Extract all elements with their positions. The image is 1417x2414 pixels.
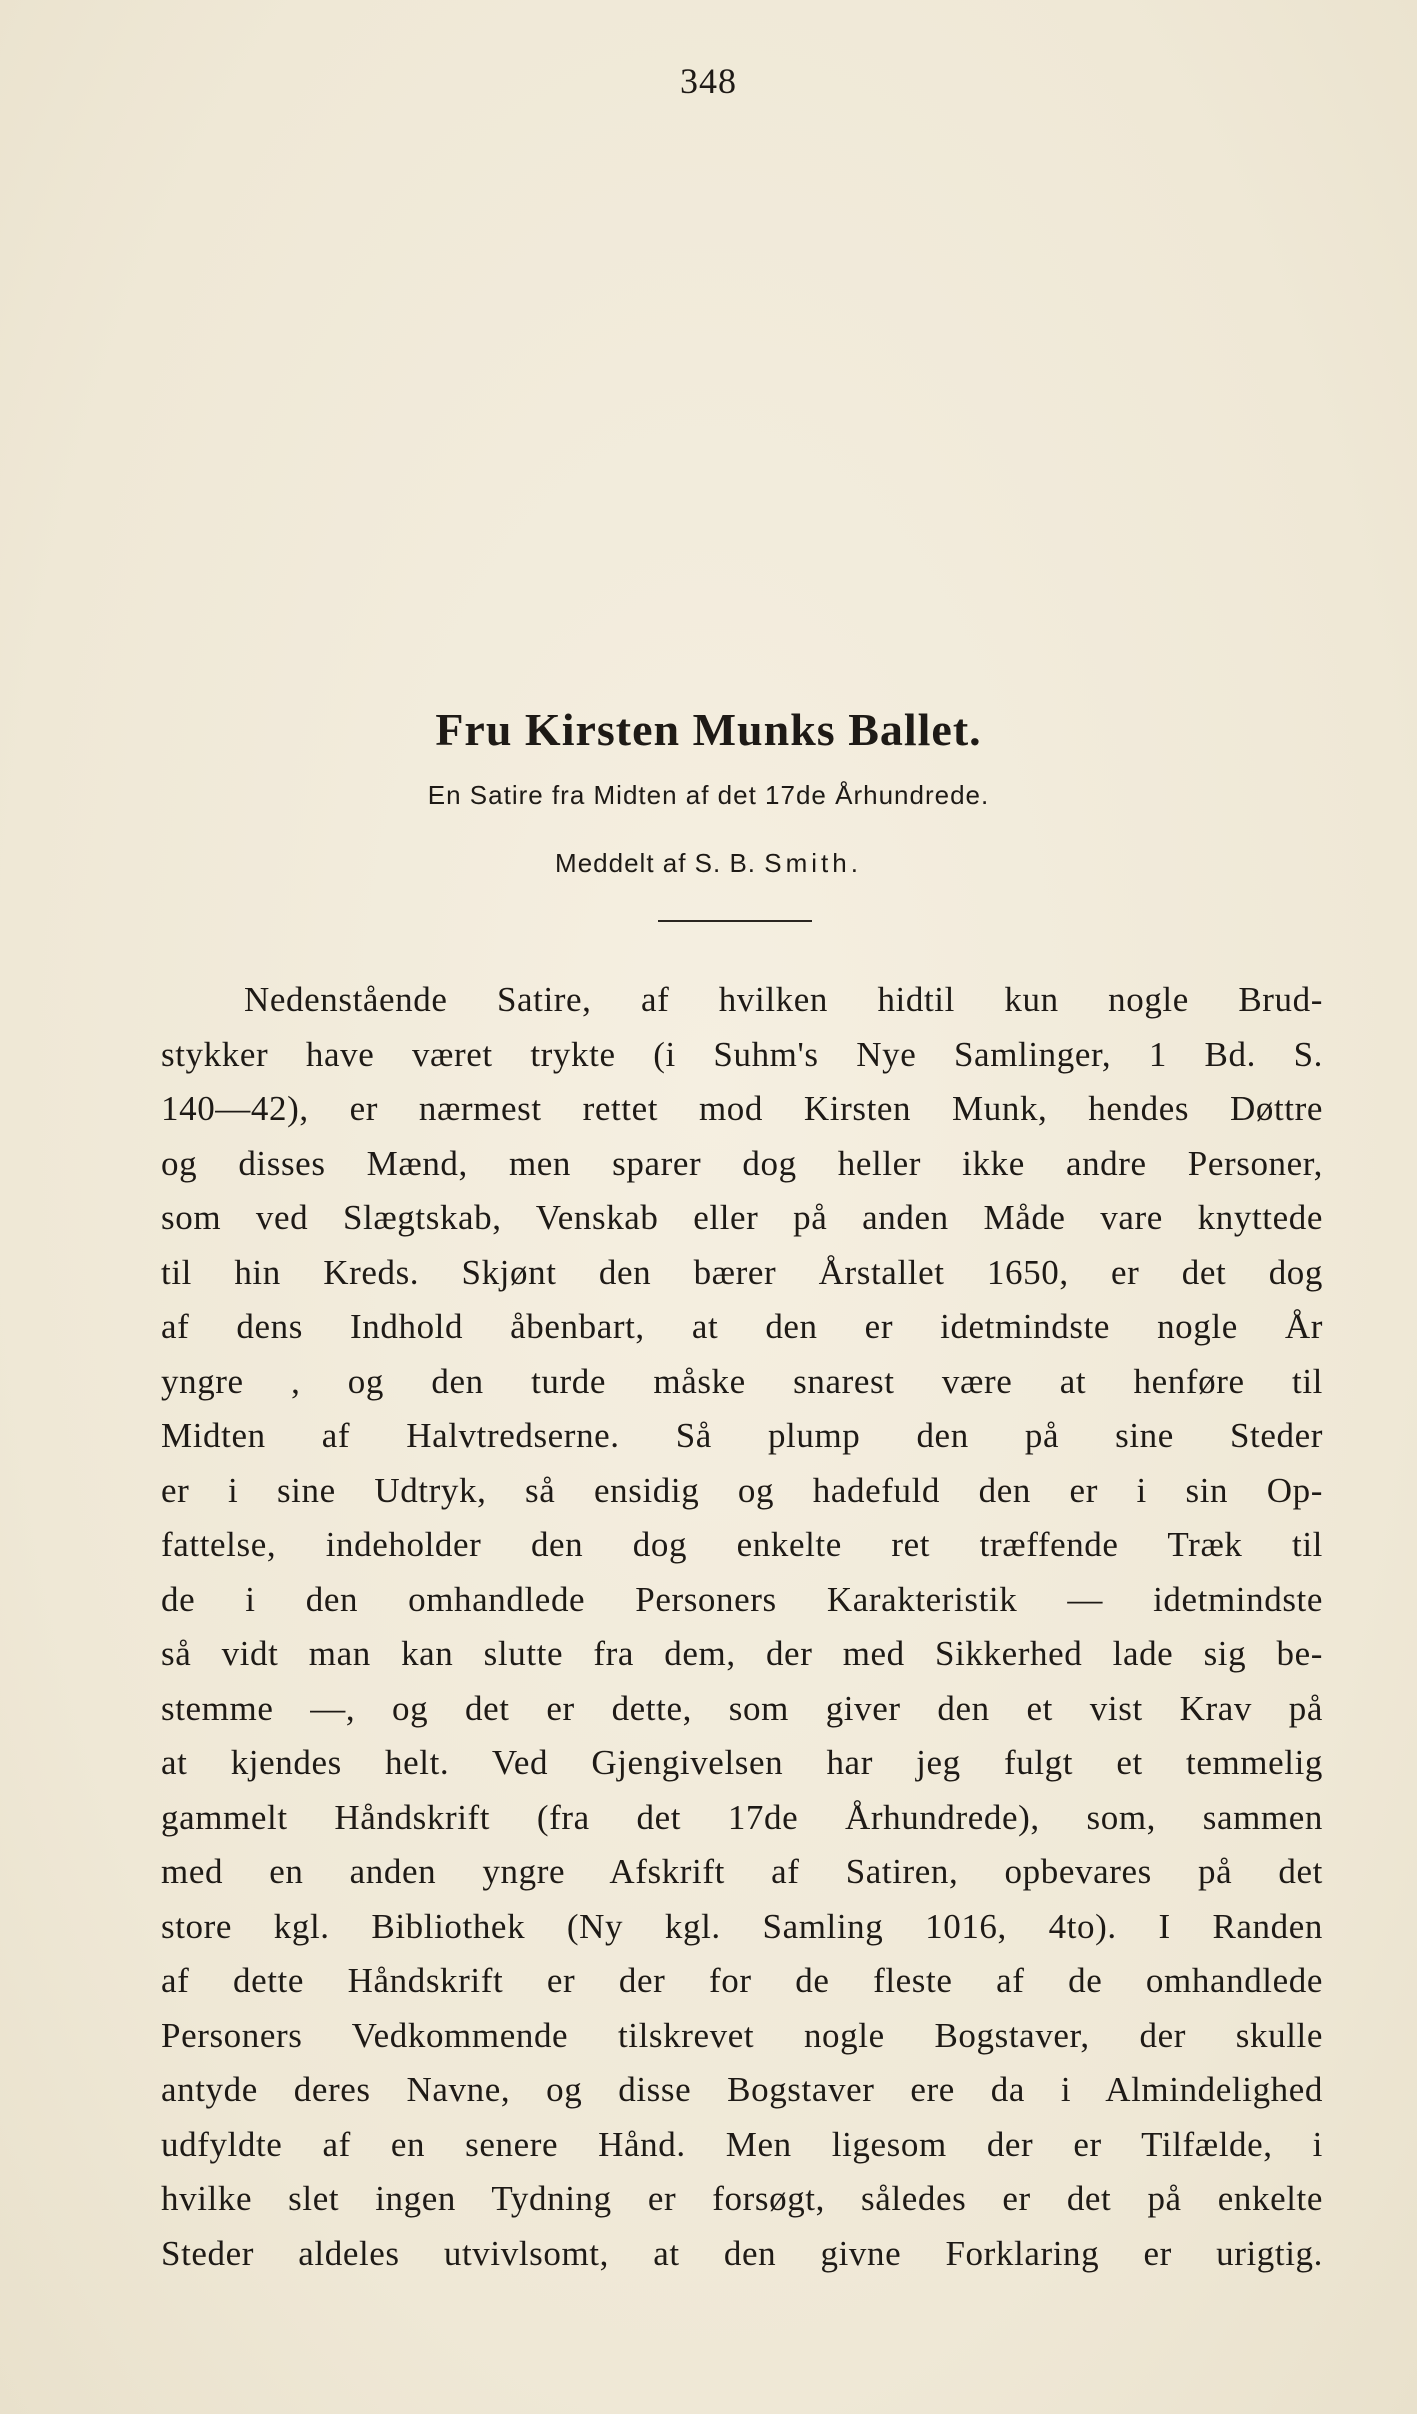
body-line: af dette Håndskrift er der for de fleste af de omhandlede [161, 1961, 1323, 2000]
body-line: stykker have været trykte (i Suhm's Nye Samlinger, 1 Bd. S. [161, 1034, 1323, 1074]
body-line: gammelt Håndskrift (fra det 17de Århundrede), som, sammen [161, 1797, 1323, 1837]
body-line: at kjendes helt. Ved Gjengivelsen har jeg fulgt et temmelig [161, 1743, 1323, 1782]
body-line: udfyldte af en senere Hånd. Men ligesom der er Tilfælde, i [161, 2124, 1323, 2164]
body-line: er i sine Udtryk, så ensidig og hadefuld den er i sin Op- [161, 1470, 1323, 1510]
body-line: yngre , og den turde måske snarest være at henføre til [161, 1361, 1323, 1401]
author-credit [0, 848, 1417, 879]
body-line: så vidt man kan slutte fra dem, der med Sikkerhed lade sig be- [161, 1634, 1323, 1673]
body-line: og disses Mænd, men sparer dog heller ikke andre Personer, [161, 1143, 1323, 1183]
body-line: store kgl. Bibliothek (Ny kgl. Samling 1016, 4to). I Randen [161, 1906, 1323, 1946]
body-line: stemme —, og det er dette, som giver den et vist Krav på [161, 1688, 1323, 1728]
author-credit-prefix: Meddelt af S. B. [555, 848, 757, 878]
body-line: hvilke slet ingen Tydning er forsøgt, således er det på enkelte [161, 2179, 1323, 2218]
body-line: Steder aldeles utvivlsomt, at den givne Forklaring er urigtig. [161, 2233, 1323, 2273]
body-line: 140—42), er nærmest rettet mod Kirsten Munk, hendes Døttre [161, 1089, 1323, 1128]
body-line: med en anden yngre Afskrift af Satiren, opbevares på det [161, 1852, 1323, 1891]
body-line: Personers Vedkommende tilskrevet nogle Bogstaver, der skulle [161, 2015, 1323, 2055]
body-line: af dens Indhold åbenbart, at den er idetmindste nogle År [161, 1307, 1323, 1346]
article-subtitle: En Satire fra Midten af det 17de Århundrede. [427, 780, 990, 810]
author-name: Smith. [764, 848, 862, 878]
body-line: de i den omhandlede Personers Karakteristik — idetmindste [161, 1579, 1323, 1619]
body-paragraph [161, 973, 1323, 2281]
article-title: Fru Kirsten Munks Ballet. [435, 704, 982, 755]
body-line: antyde deres Navne, og disse Bogstaver ere da i Almindelighed [161, 2070, 1323, 2109]
title-divider [658, 920, 812, 922]
body-line: til hin Kreds. Skjønt den bærer Årstallet 1650, er det dog [161, 1252, 1323, 1292]
body-line: fattelse, indeholder den dog enkelte ret træffende Træk til [161, 1525, 1323, 1564]
body-line: som ved Slægtskab, Venskab eller på anden Måde vare knyttede [161, 1198, 1323, 1237]
body-line: Midten af Halvtredserne. Så plump den på sine Steder [161, 1416, 1323, 1455]
body-line: Nedenstående Satire, af hvilken hidtil kun nogle Brud- [244, 980, 1323, 1019]
page-number: 348 [680, 61, 737, 101]
